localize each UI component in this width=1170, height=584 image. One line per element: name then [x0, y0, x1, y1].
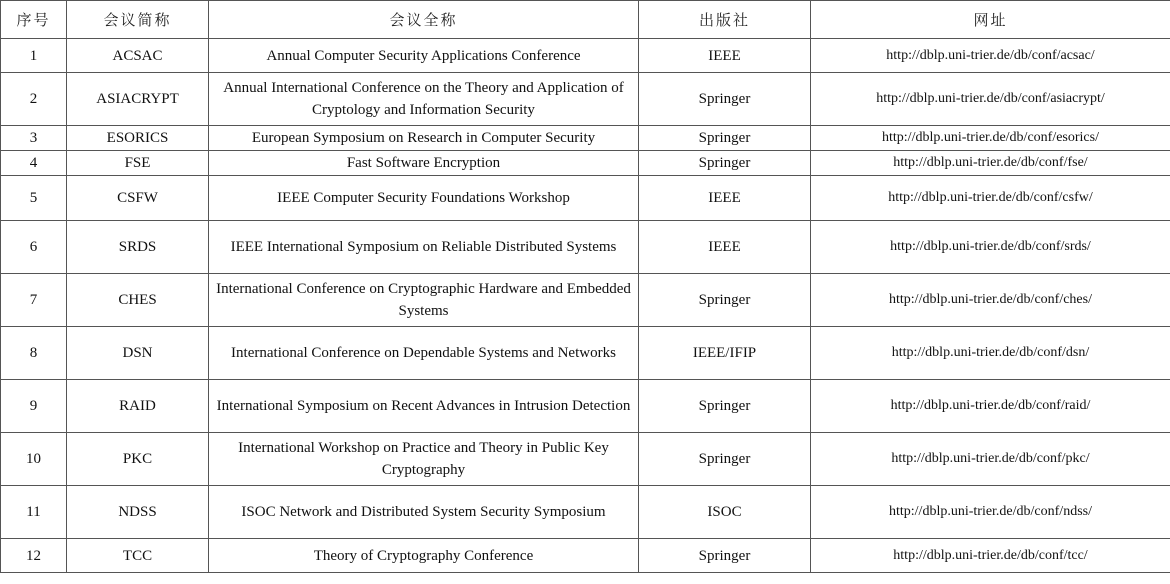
table-row [1, 221, 1170, 274]
table-row [1, 327, 1170, 380]
cell-url: http://dblp.uni-trier.de/db/conf/asiacrypt/ [811, 73, 1170, 126]
header-row [1, 1, 1170, 39]
header-full-name: 会议全称 [209, 1, 639, 39]
cell-abbreviation: RAID [67, 380, 209, 433]
cell-url: http://dblp.uni-trier.de/db/conf/dsn/ [811, 327, 1170, 380]
cell-publisher: IEEE/IFIP [639, 327, 811, 380]
table-row [1, 151, 1170, 176]
cell-publisher: ISOC [639, 486, 811, 539]
table-row [1, 126, 1170, 151]
cell-url: http://dblp.uni-trier.de/db/conf/esorics/ [811, 126, 1170, 151]
cell-full-name: IEEE Computer Security Foundations Workshop [209, 176, 639, 221]
cell-full-name: Theory of Cryptography Conference [209, 539, 639, 573]
cell-full-name: International Conference on Cryptographic Hardware and Embedded Systems [209, 274, 639, 327]
cell-publisher: Springer [639, 73, 811, 126]
cell-index: 12 [1, 539, 67, 573]
cell-index: 4 [1, 151, 67, 176]
cell-abbreviation: SRDS [67, 221, 209, 274]
cell-url: http://dblp.uni-trier.de/db/conf/pkc/ [811, 433, 1170, 486]
cell-index: 5 [1, 176, 67, 221]
cell-publisher: Springer [639, 380, 811, 433]
cell-abbreviation: ESORICS [67, 126, 209, 151]
table-row [1, 539, 1170, 573]
table-row [1, 73, 1170, 126]
cell-full-name: ISOC Network and Distributed System Security Symposium [209, 486, 639, 539]
header-publisher: 出版社 [639, 1, 811, 39]
cell-publisher: IEEE [639, 221, 811, 274]
cell-abbreviation: CSFW [67, 176, 209, 221]
table-row [1, 433, 1170, 486]
cell-full-name: International Workshop on Practice and Theory in Public Key Cryptography [209, 433, 639, 486]
cell-abbreviation: NDSS [67, 486, 209, 539]
table-row [1, 486, 1170, 539]
cell-publisher: Springer [639, 539, 811, 573]
cell-index: 2 [1, 73, 67, 126]
cell-full-name: European Symposium on Research in Computer Security [209, 126, 639, 151]
header-index: 序号 [1, 1, 67, 39]
table-row [1, 176, 1170, 221]
cell-full-name: Fast Software Encryption [209, 151, 639, 176]
cell-url: http://dblp.uni-trier.de/db/conf/ndss/ [811, 486, 1170, 539]
header-abbreviation: 会议简称 [67, 1, 209, 39]
table-row [1, 380, 1170, 433]
header-url: 网址 [811, 1, 1170, 39]
cell-url: http://dblp.uni-trier.de/db/conf/fse/ [811, 151, 1170, 176]
cell-url: http://dblp.uni-trier.de/db/conf/acsac/ [811, 39, 1170, 73]
cell-full-name: International Symposium on Recent Advances in Intrusion Detection [209, 380, 639, 433]
cell-index: 11 [1, 486, 67, 539]
cell-publisher: Springer [639, 433, 811, 486]
cell-index: 3 [1, 126, 67, 151]
cell-index: 10 [1, 433, 67, 486]
cell-full-name: IEEE International Symposium on Reliable Distributed Systems [209, 221, 639, 274]
cell-publisher: Springer [639, 126, 811, 151]
cell-abbreviation: FSE [67, 151, 209, 176]
cell-full-name: Annual International Conference on the Theory and Application of Cryptology and Information Security [209, 73, 639, 126]
cell-full-name: International Conference on Dependable Systems and Networks [209, 327, 639, 380]
cell-abbreviation: TCC [67, 539, 209, 573]
cell-full-name: Annual Computer Security Applications Conference [209, 39, 639, 73]
cell-index: 7 [1, 274, 67, 327]
cell-publisher: Springer [639, 151, 811, 176]
cell-url: http://dblp.uni-trier.de/db/conf/csfw/ [811, 176, 1170, 221]
cell-url: http://dblp.uni-trier.de/db/conf/ches/ [811, 274, 1170, 327]
cell-abbreviation: DSN [67, 327, 209, 380]
cell-publisher: IEEE [639, 176, 811, 221]
cell-url: http://dblp.uni-trier.de/db/conf/tcc/ [811, 539, 1170, 573]
cell-publisher: Springer [639, 274, 811, 327]
cell-index: 8 [1, 327, 67, 380]
cell-abbreviation: CHES [67, 274, 209, 327]
cell-index: 9 [1, 380, 67, 433]
table-row [1, 39, 1170, 73]
cell-abbreviation: PKC [67, 433, 209, 486]
table-row [1, 274, 1170, 327]
cell-url: http://dblp.uni-trier.de/db/conf/srds/ [811, 221, 1170, 274]
cell-url: http://dblp.uni-trier.de/db/conf/raid/ [811, 380, 1170, 433]
cell-index: 6 [1, 221, 67, 274]
cell-index: 1 [1, 39, 67, 73]
cell-abbreviation: ASIACRYPT [67, 73, 209, 126]
cell-abbreviation: ACSAC [67, 39, 209, 73]
cell-publisher: IEEE [639, 39, 811, 73]
